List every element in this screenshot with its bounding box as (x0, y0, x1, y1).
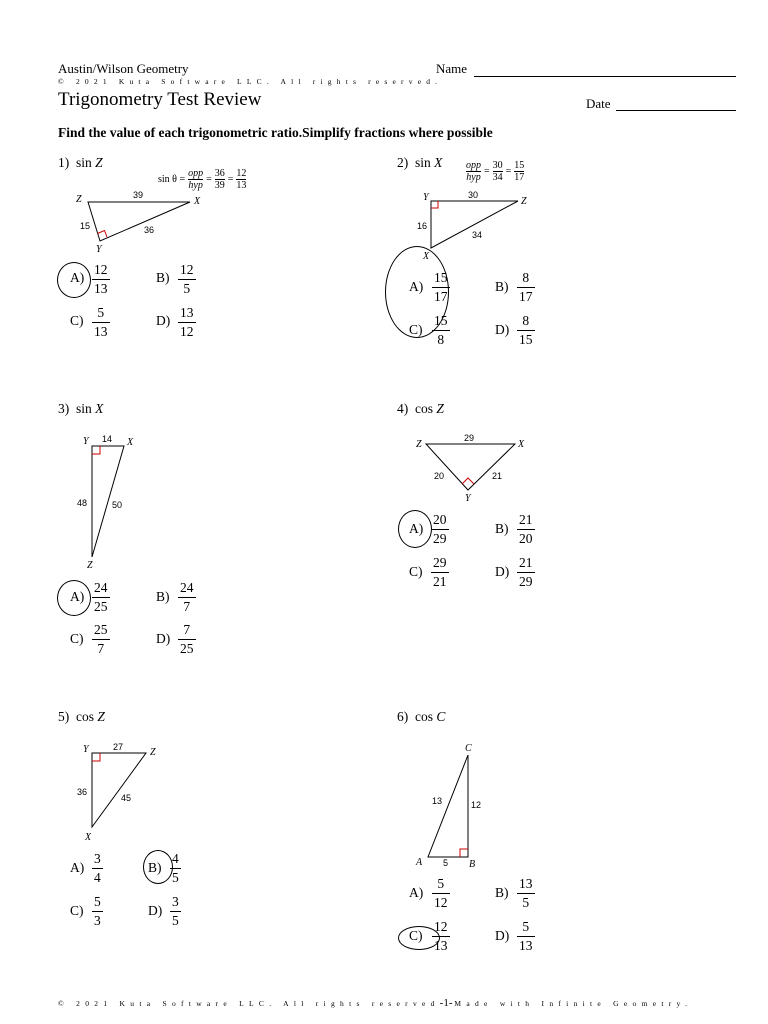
vertex-label: C (465, 743, 472, 754)
side-label: 13 (432, 796, 443, 806)
side-label: 29 (464, 433, 475, 443)
question-4-label: 4) cos Z (397, 401, 444, 416)
page-number: -1- (439, 997, 453, 1009)
vertex-label: Y (465, 493, 471, 504)
side-label: 30 (468, 190, 479, 200)
choice-c-label[interactable]: C) (70, 313, 84, 328)
choice-d-fraction[interactable]: 8 15 (519, 313, 533, 347)
copyright-line: © 2021 Kuta Software LLC. All rights reserved. (58, 77, 443, 86)
side-label: 36 (77, 787, 88, 797)
page-title: Trigonometry Test Review (58, 89, 262, 110)
side-label: 21 (492, 471, 503, 481)
side-label: 5 (443, 858, 449, 868)
choice-d-label[interactable]: D) (156, 631, 171, 646)
side-label: 39 (133, 190, 144, 200)
vertex-label: Y (83, 436, 89, 447)
choice-a-fraction[interactable]: 12 13 (94, 262, 108, 296)
side-label: 12 (471, 800, 482, 810)
choice-a-label[interactable]: A) (409, 279, 424, 294)
choice-c-fraction[interactable]: 29 21 (433, 555, 447, 589)
choice-b-fraction[interactable]: 8 17 (519, 270, 533, 304)
footer (58, 997, 692, 1009)
choice-a-label[interactable]: A) (409, 885, 424, 900)
vertex-label: X (423, 251, 430, 262)
date-blank-line[interactable] (616, 110, 736, 111)
question-6-label: 6) cos C (397, 709, 446, 724)
choice-a-fraction[interactable]: 5 12 (434, 876, 448, 910)
question-3-triangle (70, 432, 150, 572)
choice-c-label[interactable]: C) (409, 928, 423, 943)
question-1-triangle (70, 185, 220, 255)
choice-d-fraction[interactable]: 21 29 (519, 555, 533, 589)
answer-circle (57, 262, 91, 298)
choice-d-label[interactable]: D) (495, 564, 510, 579)
choice-b-label[interactable]: B) (495, 279, 509, 294)
question-1-label: 1) sin Z (58, 155, 103, 170)
choice-b-fraction[interactable]: 24 7 (180, 580, 194, 614)
choice-b-fraction[interactable]: 4 5 (172, 851, 179, 885)
question-3-label: 3) sin X (58, 401, 104, 416)
choice-b-label[interactable]: B) (156, 589, 170, 604)
choice-d-label[interactable]: D) (156, 313, 171, 328)
question-2-label: 2) sin X (397, 155, 443, 170)
side-label: 15 (80, 221, 91, 231)
vertex-label: X (194, 196, 201, 207)
choice-a-fraction[interactable]: 3 4 (94, 851, 101, 885)
choice-c-fraction[interactable]: 12 13 (434, 919, 448, 953)
side-label: 48 (77, 498, 88, 508)
choice-d-label[interactable]: D) (495, 928, 510, 943)
question-6-triangle (410, 740, 510, 875)
choice-b-label[interactable]: B) (148, 860, 162, 875)
choice-b-fraction[interactable]: 13 5 (519, 876, 533, 910)
choice-c-label[interactable]: C) (409, 564, 423, 579)
instructions: Find the value of each trigonometric ratio.Simplify fractions where possible (58, 125, 493, 140)
name-blank-line[interactable] (474, 76, 736, 77)
choice-c-label[interactable]: C) (70, 903, 84, 918)
question-2-handwritten-work: opp hyp = 30 34 = 15 17 (466, 160, 525, 183)
choice-b-label[interactable]: B) (495, 885, 509, 900)
vertex-label: Z (150, 747, 156, 758)
choice-b-fraction[interactable]: 21 20 (519, 512, 533, 546)
vertex-label: B (469, 859, 476, 870)
vertex-label: Z (416, 439, 422, 450)
choice-c-label[interactable]: C) (70, 631, 84, 646)
vertex-label: Z (521, 196, 527, 207)
choice-a-label[interactable]: A) (409, 521, 424, 536)
question-5-triangle (70, 739, 170, 849)
answer-circle (398, 510, 432, 548)
vertex-label: A (416, 857, 423, 868)
side-label: 50 (112, 500, 123, 510)
vertex-label: X (85, 832, 92, 843)
choice-c-label[interactable]: C) (409, 322, 423, 337)
choice-c-fraction[interactable]: 5 3 (94, 894, 101, 928)
answer-circle (398, 926, 440, 950)
choice-d-fraction[interactable]: 5 13 (519, 919, 533, 953)
choice-c-fraction[interactable]: 15 8 (434, 313, 448, 347)
choice-a-label[interactable]: A) (70, 860, 85, 875)
choice-d-fraction[interactable]: 13 12 (180, 305, 194, 339)
choice-d-label[interactable]: D) (148, 903, 163, 918)
vertex-label: Y (423, 192, 429, 203)
choice-c-fraction[interactable]: 5 13 (94, 305, 108, 339)
vertex-label: Z (76, 194, 82, 205)
choice-b-label[interactable]: B) (495, 521, 509, 536)
footer-made-with: Made with Infinite Geometry. (454, 999, 693, 1008)
choice-a-label[interactable]: A) (70, 589, 85, 604)
choice-b-fraction[interactable]: 12 5 (180, 262, 194, 296)
vertex-label: X (127, 437, 134, 448)
side-label: 34 (472, 230, 483, 240)
side-label: 20 (434, 471, 445, 481)
choice-a-label[interactable]: A) (70, 270, 85, 285)
answer-circle (143, 850, 173, 884)
side-label: 36 (144, 225, 155, 235)
choice-b-label[interactable]: B) (156, 270, 170, 285)
choice-c-fraction[interactable]: 25 7 (94, 622, 108, 656)
side-label: 45 (121, 793, 132, 803)
choice-a-fraction[interactable]: 20 29 (433, 512, 447, 546)
choice-a-fraction[interactable]: 24 25 (94, 580, 108, 614)
answer-circle (57, 580, 91, 616)
side-label: 14 (102, 434, 113, 444)
class-name: Austin/Wilson Geometry (58, 61, 189, 76)
name-label: Name (436, 61, 468, 76)
question-1-handwritten-work: sin θ = opp hyp = 36 39 = 12 13 (158, 168, 247, 191)
choice-d-fraction[interactable]: 7 25 (180, 622, 194, 656)
vertex-label: Y (96, 244, 102, 255)
question-4-triangle (410, 430, 540, 510)
footer-copyright: © 2021 Kuta Software LLC. All rights reserved (58, 999, 440, 1008)
choice-d-label[interactable]: D) (495, 322, 510, 337)
question-5-label: 5) cos Z (58, 709, 105, 724)
choice-d-fraction[interactable]: 3 5 (172, 894, 179, 928)
choice-a-fraction[interactable]: 15 17 (434, 270, 448, 304)
date-label: Date (586, 96, 611, 111)
side-label: 16 (417, 221, 428, 231)
vertex-label: X (518, 439, 525, 450)
side-label: 27 (113, 742, 124, 752)
vertex-label: Y (83, 744, 89, 755)
vertex-label: Z (87, 560, 93, 571)
